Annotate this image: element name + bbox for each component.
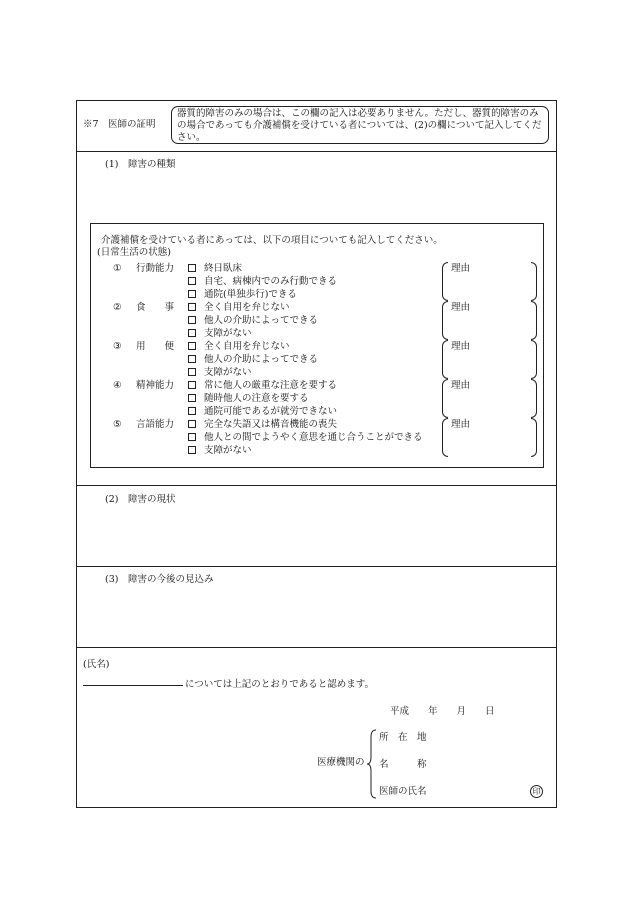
brace-icon [367,729,377,799]
adl-option[interactable] [188,380,337,392]
adl-option-label: 終日臥床 [204,263,243,274]
divider [77,485,556,486]
adl-option-label: 通院可能であるが就労できない [204,406,338,417]
adl-option-label: 完全な失語又は構音機能の喪失 [204,419,338,430]
adl-item-label: 用 便 [136,341,175,352]
reason-bracket-right [531,418,537,457]
adl-option[interactable] [188,406,337,418]
reason-field[interactable]: 理由 [451,302,471,313]
adl-item-number: ④ [113,380,122,391]
name-label: (氏名) [83,659,110,670]
checkbox-icon[interactable] [188,407,196,415]
adl-option-label: 通院(単独歩行)できる [204,289,297,300]
reason-field[interactable]: 理由 [451,263,471,274]
adl-item-label: 行動能力 [136,263,175,274]
reason-field[interactable]: 理由 [451,380,471,391]
checkbox-icon[interactable] [188,290,196,298]
adl-option[interactable] [188,263,242,275]
reason-bracket-left [442,418,448,457]
doctor-name-label: 医師の氏名 [379,786,427,797]
divider [77,647,556,648]
section2-title: (2) 障害の現状 [105,494,176,505]
adl-option-label: 支障がない [204,328,252,339]
reason-bracket-left [442,340,448,379]
checkbox-icon[interactable] [188,381,196,389]
checkbox-icon[interactable] [188,264,196,272]
reason-bracket-right [531,340,537,379]
adl-subtitle: (日常生活の状態) [97,247,171,258]
adl-option-label: 常に他人の厳重な注意を要する [204,380,338,391]
checkbox-icon[interactable] [188,277,196,285]
adl-option[interactable] [188,328,252,340]
checkbox-icon[interactable] [188,446,196,454]
certification-statement: については上記のとおりであると認めます。 [185,679,375,690]
checkbox-icon[interactable] [188,355,196,363]
date-field[interactable]: 平成 年 月 日 [390,706,495,717]
adl-option[interactable] [188,432,423,444]
adl-option-label: 随時他人の注意を要する [204,393,309,404]
checkbox-icon[interactable] [188,316,196,324]
adl-option[interactable] [188,367,252,379]
certification-form [76,100,557,808]
seal-icon: 印 [530,785,543,798]
adl-item-number: ① [113,263,122,274]
reason-bracket-right [531,262,537,301]
reason-bracket-left [442,262,448,301]
adl-option[interactable] [188,289,297,301]
checkbox-icon[interactable] [188,342,196,350]
section1-title: (1) 障害の種類 [105,159,176,170]
adl-option[interactable] [188,445,252,457]
adl-item-number: ③ [113,341,122,352]
adl-item-label: 言語能力 [136,419,175,430]
reason-bracket-left [442,301,448,340]
adl-option[interactable] [188,315,318,327]
reason-field[interactable]: 理由 [451,419,471,430]
header-note: 器質的障害のみの場合は、この欄の記入は必要ありません。ただし、器質的障害のみの場合であっても介護補償を受けている者については、(2)の欄について記入してください。 [177,108,542,143]
institution-label: 医療機関の [317,757,365,768]
adl-item-label: 食 事 [136,302,175,313]
reason-bracket-right [531,301,537,340]
adl-option-label: 全く自用を弁じない [204,302,290,313]
checkbox-icon[interactable] [188,329,196,337]
checkbox-icon[interactable] [188,433,196,441]
adl-option[interactable] [188,341,290,353]
adl-option[interactable] [188,419,337,431]
adl-intro: 介護補償を受けている者にあっては、以下の項目についても記入してください。 [101,235,443,246]
adl-option-label: 他人の介助によってできる [204,354,319,365]
reason-field[interactable]: 理由 [451,341,471,352]
adl-option-label: 他人の介助によってできる [204,315,319,326]
adl-option-label: 支障がない [204,367,252,378]
name-field[interactable] [83,685,183,686]
checkbox-icon[interactable] [188,420,196,428]
adl-option[interactable] [188,302,290,314]
address-label: 所 在 地 [379,732,427,743]
org-name-label: 名 称 [379,759,427,770]
adl-item-number: ⑤ [113,419,122,430]
reason-bracket-left [442,379,448,418]
adl-option[interactable] [188,393,309,405]
adl-option-label: 他人との間でようやく意思を通じ合うことができる [204,432,423,443]
checkbox-icon[interactable] [188,394,196,402]
adl-option-label: 自宅、病棟内でのみ行動できる [204,276,338,287]
adl-item-number: ② [113,302,122,313]
reason-bracket-right [531,379,537,418]
adl-option-label: 全く自用を弁じない [204,341,290,352]
section3-title: (3) 障害の今後の見込み [105,574,214,585]
checkbox-icon[interactable] [188,303,196,311]
adl-box [90,223,544,468]
adl-option[interactable] [188,276,337,288]
adl-option[interactable] [188,354,318,366]
divider [77,566,556,567]
header-label: ※7 医師の証明 [83,119,156,130]
adl-item-label: 精神能力 [136,380,175,391]
adl-option-label: 支障がない [204,445,252,456]
divider [77,151,556,152]
checkbox-icon[interactable] [188,368,196,376]
